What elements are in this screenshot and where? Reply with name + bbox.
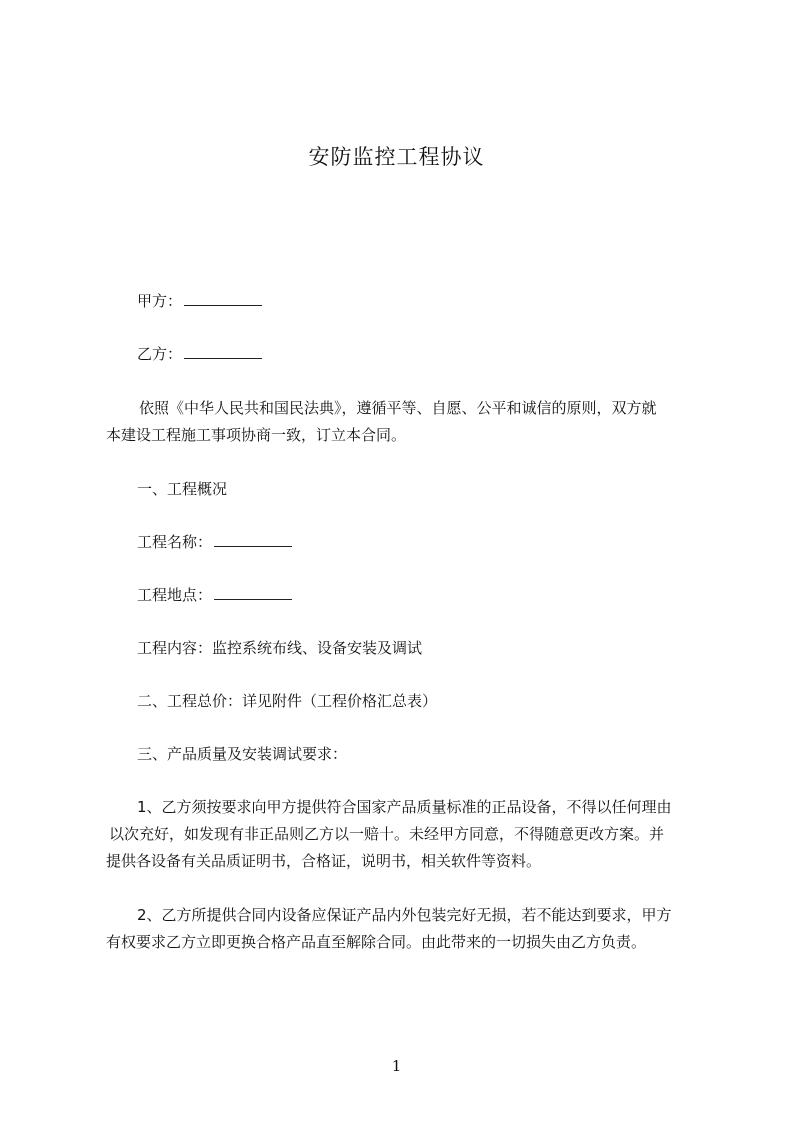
- party-b-label: 乙方：: [137, 345, 183, 363]
- section-3-heading: 三、产品质量及安装调试要求：: [137, 745, 348, 763]
- party-a-line: [137, 291, 262, 311]
- intro-line-2: 本建设工程施工事项协商一致，订立本合同。: [106, 426, 407, 444]
- project-location-line: [137, 585, 292, 605]
- party-a-label: 甲方：: [137, 292, 183, 310]
- clause-1-line-3: 提供各设备有关品质证明书，合格证，说明书，相关软件等资料。: [106, 852, 542, 870]
- section-2-heading: 二、工程总价：详见附件（工程价格汇总表）: [137, 692, 438, 710]
- document-title: 安防监控工程协议: [308, 145, 485, 169]
- section-1-heading: 一、工程概况: [137, 480, 228, 498]
- clause-1-line-2: 以次充好，如发现有非正品则乙方以一赔十。未经甲方同意，不得随意更改方案。并: [109, 825, 665, 843]
- project-name-label: 工程名称：: [137, 533, 213, 551]
- project-location-label: 工程地点：: [137, 586, 213, 604]
- clause-2-line-1: 2、乙方所提供合同内设备应保证产品内外包装完好无损，若不能达到要求，甲方: [137, 906, 672, 924]
- project-name-line: [137, 532, 292, 552]
- project-content: 工程内容：监控系统布线、设备安装及调试: [137, 639, 423, 657]
- party-b-blank: [184, 344, 262, 359]
- clause-1-line-1: 1、乙方须按要求向甲方提供符合国家产品质量标准的正品设备，不得以任何理由: [137, 798, 672, 816]
- project-location-blank: [214, 585, 292, 600]
- page-number: 1: [391, 1057, 402, 1075]
- party-b-line: [137, 344, 262, 364]
- intro-line-1: 依照《中华人民共和国民法典》，遵循平等、自愿、公平和诚信的原则，双方就: [139, 399, 657, 417]
- project-name-blank: [214, 532, 292, 547]
- clause-2-line-2: 有权要求乙方立即更换合格产品直至解除合同。由此带来的一切损失由乙方负责。: [106, 933, 647, 951]
- party-a-blank: [184, 291, 262, 306]
